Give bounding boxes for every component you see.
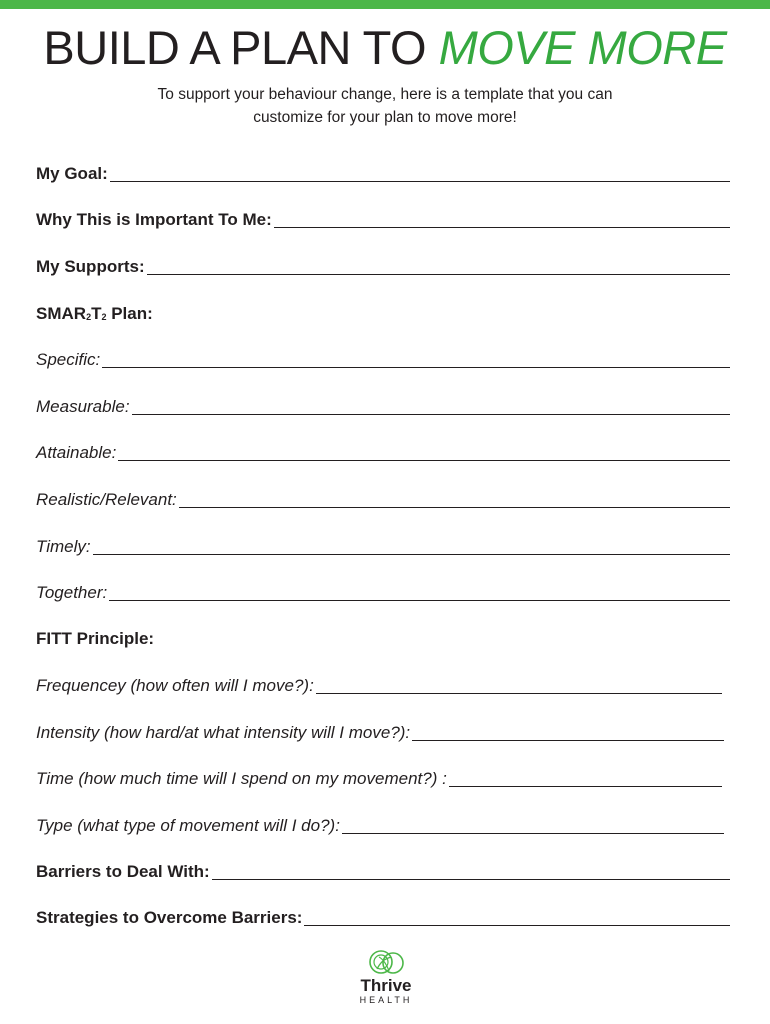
frequency-label: Frequencey (how often will I move?): (36, 676, 314, 695)
why-blank[interactable] (274, 227, 730, 228)
time-blank[interactable] (449, 786, 722, 787)
type-field[interactable] (36, 816, 724, 836)
goal-label: My Goal: (36, 164, 108, 183)
strategies-field[interactable] (36, 908, 730, 928)
measurable-field[interactable] (36, 397, 730, 417)
why-field[interactable] (36, 210, 730, 230)
thrive-health-logo-icon (363, 947, 409, 977)
goal-field[interactable] (36, 164, 730, 184)
intensity-blank[interactable] (412, 740, 724, 741)
timely-field[interactable] (36, 537, 730, 557)
smart-heading-pre: SMAR (36, 304, 87, 323)
strategies-blank[interactable] (304, 925, 730, 926)
subtitle (100, 83, 670, 129)
time-field[interactable] (36, 769, 722, 789)
realistic-label: Realistic/Relevant: (36, 490, 177, 509)
together-field[interactable] (36, 583, 730, 603)
realistic-field[interactable] (36, 490, 730, 510)
measurable-label: Measurable: (36, 397, 130, 416)
strategies-label: Strategies to Overcome Barriers: (36, 908, 303, 927)
frequency-blank[interactable] (316, 693, 722, 694)
together-label: Together: (36, 583, 108, 602)
together-blank[interactable] (109, 600, 730, 601)
thrive-health-logo (354, 947, 418, 1009)
specific-field[interactable] (36, 350, 730, 370)
intensity-field[interactable] (36, 723, 724, 743)
smart-heading-sub1: 2 (86, 312, 92, 322)
smart-heading-mid: T (91, 304, 102, 323)
barriers-label: Barriers to Deal With: (36, 862, 210, 881)
specific-label: Specific: (36, 350, 101, 369)
intensity-label: Intensity (how hard/at what intensity will I move?): (36, 723, 411, 742)
top-accent-bar (0, 0, 770, 9)
logo-tagline: HEALTH (359, 995, 413, 1005)
title-accent: MOVE MORE (438, 21, 727, 74)
logo-name: Thrive (360, 976, 412, 995)
title-plain: BUILD A PLAN TO (43, 21, 439, 74)
realistic-blank[interactable] (179, 507, 730, 508)
why-label: Why This is Important To Me: (36, 210, 272, 229)
timely-blank[interactable] (93, 554, 730, 555)
goal-blank[interactable] (110, 181, 730, 182)
page-title (0, 20, 770, 75)
attainable-blank[interactable] (118, 460, 730, 461)
barriers-field[interactable] (36, 862, 730, 882)
measurable-blank[interactable] (132, 414, 730, 415)
smart-heading-sub2: 2 (101, 312, 107, 322)
supports-label: My Supports: (36, 257, 145, 276)
attainable-field[interactable] (36, 443, 730, 463)
subtitle-line-2: customize for your plan to move more! (253, 109, 517, 126)
supports-field[interactable] (36, 257, 730, 277)
supports-blank[interactable] (147, 274, 730, 275)
subtitle-line-1: To support your behaviour change, here is a template that you can (157, 86, 613, 103)
timely-label: Timely: (36, 537, 91, 556)
specific-blank[interactable] (102, 367, 730, 368)
barriers-blank[interactable] (212, 879, 730, 880)
smart-heading-post: Plan: (106, 304, 153, 323)
type-label: Type (what type of movement will I do?): (36, 816, 340, 835)
frequency-field[interactable] (36, 676, 722, 696)
time-label: Time (how much time will I spend on my movement?) : (36, 769, 447, 788)
fitt-heading: FITT Principle: (36, 629, 155, 648)
attainable-label: Attainable: (36, 443, 117, 462)
type-blank[interactable] (342, 833, 724, 834)
smart-heading (36, 304, 153, 326)
